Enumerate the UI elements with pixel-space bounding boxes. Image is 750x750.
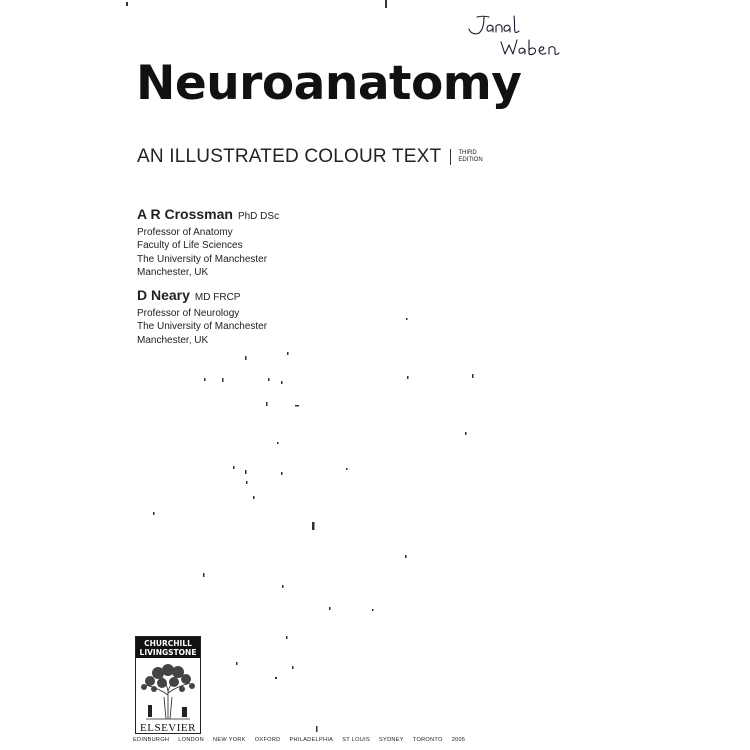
author-block-neary bbox=[137, 286, 267, 347]
author-name: D Neary bbox=[137, 287, 190, 303]
edition-label bbox=[458, 150, 482, 164]
city: OXFORD bbox=[254, 737, 281, 743]
edition-line-2: EDITION bbox=[458, 157, 483, 163]
author-name: A R Crossman bbox=[137, 206, 233, 222]
author-affiliation-line: Manchester, UK bbox=[137, 266, 209, 278]
author-heading bbox=[137, 205, 279, 226]
city: TORONTO bbox=[412, 737, 443, 743]
imprint-name bbox=[136, 637, 200, 658]
author-heading bbox=[137, 286, 267, 307]
elsevier-tree-icon bbox=[136, 661, 200, 721]
imprint-line-1: CHURCHILL bbox=[144, 639, 192, 648]
book-subtitle: AN ILLUSTRATED COLOUR TEXT bbox=[137, 146, 442, 167]
author-affiliation-line: Professor of Neurology bbox=[137, 308, 240, 319]
subtitle-divider bbox=[450, 149, 451, 165]
author-affiliation-line: Professor of Anatomy bbox=[137, 227, 233, 238]
signature-drawing bbox=[455, 10, 565, 60]
author-affiliation-line: Faculty of Life Sciences bbox=[137, 240, 243, 252]
subtitle-row bbox=[137, 146, 483, 168]
publisher-name: ELSEVIER bbox=[140, 722, 196, 734]
city: LONDON bbox=[178, 737, 204, 743]
imprint-line-2: LIVINGSTONE bbox=[139, 648, 197, 657]
author-affiliation-line: The University of Manchester bbox=[137, 253, 268, 265]
author-degrees: MD FRCP bbox=[194, 292, 241, 303]
city: ST LOUIS bbox=[342, 737, 371, 743]
imprint-cities bbox=[133, 737, 465, 743]
book-title: Neuroanatomy bbox=[136, 56, 522, 111]
author-degrees: PhD DSc bbox=[237, 211, 280, 222]
handwritten-signature bbox=[455, 10, 565, 60]
city: SYDNEY bbox=[379, 737, 404, 743]
author-affiliation-line: Manchester, UK bbox=[137, 334, 209, 346]
edition-line-1: THIRD bbox=[458, 150, 477, 156]
city: PHILADELPHIA bbox=[289, 737, 334, 743]
publication-year: 2005 bbox=[451, 737, 466, 743]
author-block-crossman bbox=[137, 205, 279, 279]
city: NEW YORK bbox=[213, 737, 246, 743]
city: EDINBURGH bbox=[133, 737, 170, 743]
publisher-logo bbox=[135, 636, 201, 734]
author-affiliation-line: The University of Manchester bbox=[137, 321, 268, 333]
